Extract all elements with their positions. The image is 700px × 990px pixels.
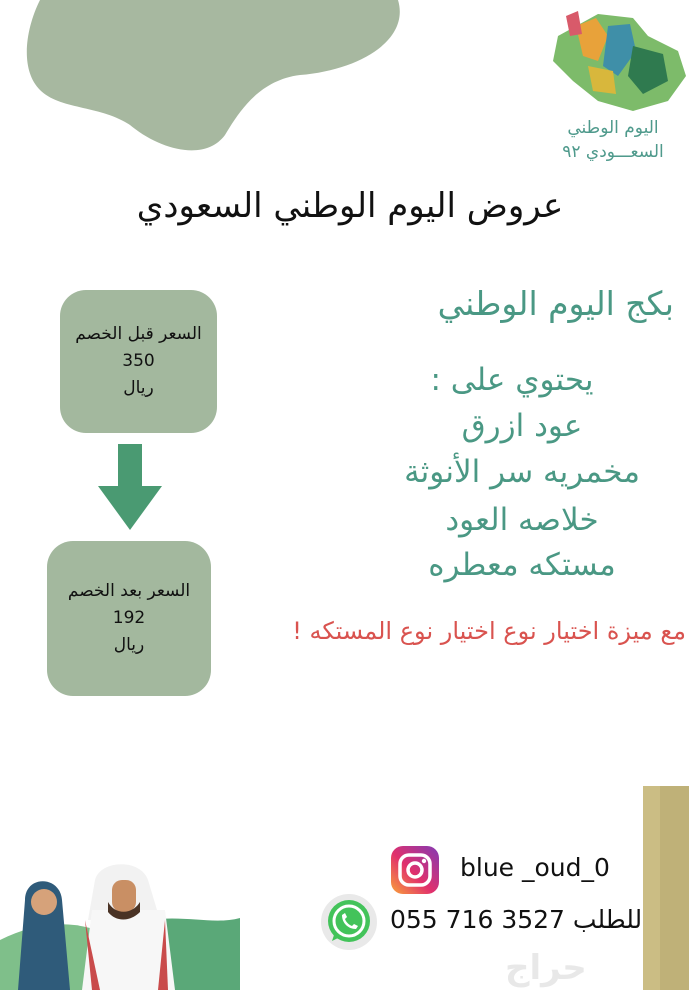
- package-item: مخمريه سر الأنوثة: [404, 454, 640, 490]
- arrow-down-icon: [98, 444, 162, 532]
- package-title: بكج اليوم الوطني: [437, 284, 674, 323]
- watermark: حراج: [505, 948, 587, 988]
- package-item: خلاصه العود: [445, 502, 599, 538]
- whatsapp-icon[interactable]: [320, 893, 378, 951]
- logo-text-line2: السعـــودي ٩٢: [562, 142, 664, 162]
- price-after-box: [47, 541, 211, 696]
- decorative-blob: [0, 0, 410, 155]
- page-title: عروض اليوم الوطني السعودي: [136, 186, 564, 226]
- instagram-icon[interactable]: [391, 846, 439, 894]
- package-item: مستكه معطره: [428, 547, 616, 583]
- price-before-currency: ريال: [123, 378, 154, 398]
- instagram-handle[interactable]: blue _oud_0: [460, 853, 610, 882]
- people-illustration: [0, 840, 240, 990]
- price-before-label: السعر قبل الخصم: [75, 324, 202, 344]
- contents-heading: يحتوي على :: [430, 362, 594, 398]
- price-before-box: [60, 290, 217, 433]
- phone-number[interactable]: للطلب 3527 716 055: [390, 905, 643, 934]
- price-after-currency: ريال: [113, 635, 145, 655]
- price-after-label: السعر بعد الخصم: [67, 581, 191, 601]
- price-before-amount: 350: [122, 351, 155, 371]
- price-after-amount: 192: [112, 608, 146, 628]
- logo-text-line1: اليوم الوطني: [567, 118, 659, 138]
- saudi-map-icon: [538, 6, 688, 116]
- decorative-bar-shade: [660, 786, 689, 990]
- feature-note: مع ميزة اختيار نوع اختيار نوع المستكه !: [292, 617, 686, 645]
- package-item: عود ازرق: [461, 408, 583, 444]
- national-day-logo: [538, 6, 688, 176]
